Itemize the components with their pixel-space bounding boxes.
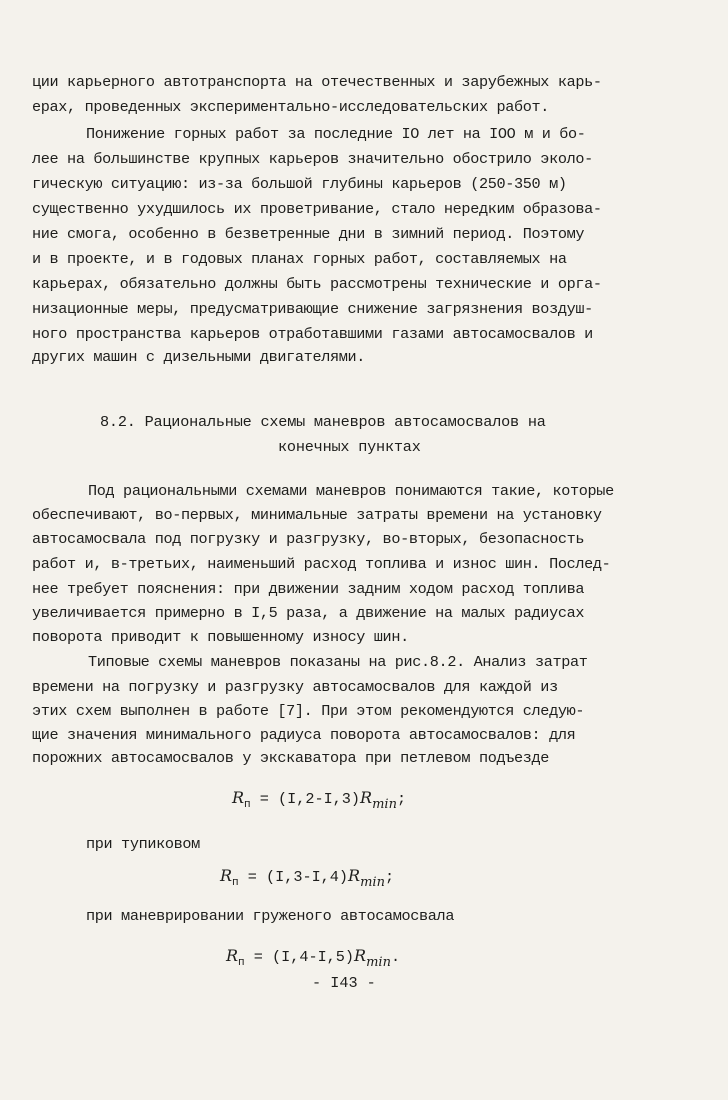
formula-expression: = (I,4-I,5): [244, 948, 355, 966]
section-heading: 8.2. Рациональные схемы маневров автосамосвалов на: [100, 413, 546, 431]
formula-subscript: п: [238, 957, 245, 969]
formula-tail: ;: [384, 868, 395, 886]
text-line: увеличивается примерно в I,5 раза, а движение на малых радиусах: [32, 604, 585, 622]
text-line: работ и, в-третьих, наименьший расход топлива и износ шин. Послед-: [32, 555, 611, 573]
text-line: ции карьерного автотранспорта на отечественных и зарубежных карь-: [32, 73, 602, 91]
formula: [226, 946, 400, 970]
formula-symbol: R: [220, 866, 233, 885]
text-line: карьерах, обязательно должны быть рассмотрены технические и орга-: [32, 275, 602, 293]
formula-rmin-subscript: min: [372, 797, 397, 812]
formula-subscript: п: [244, 799, 251, 811]
text-line: лее на большинстве крупных карьеров значительно обострило эколо-: [32, 150, 593, 168]
text-line: ерах, проведенных экспериментально-исследовательских работ.: [32, 98, 550, 116]
text-line: порожних автосамосвалов у экскаватора при петлевом подъезде: [32, 749, 550, 767]
formula-tail: .: [390, 948, 401, 966]
text-line: щие значения минимального радиуса поворота автосамосвалов: для: [32, 726, 576, 744]
text-line: существенно ухудшилось их проветривание, стало нередким образова-: [32, 200, 602, 218]
formula-symbol: R: [232, 788, 245, 807]
formula-rmin-subscript: min: [360, 875, 385, 890]
text-line: поворота приводит к повышенному износу шин.: [32, 628, 409, 646]
text-line: ного пространства карьеров отработавшими газами автосамосвалов и: [32, 325, 593, 343]
formula-rmin: R: [348, 866, 361, 885]
text-line: низационные меры, предусматривающие снижение загрязнения воздуш-: [32, 300, 593, 318]
text-line: этих схем выполнен в работе [7]. При этом рекомендуются следую-: [32, 702, 585, 720]
formula: [220, 866, 394, 890]
text-line: времени на погрузку и разгрузку автосамосвалов для каждой из: [32, 678, 558, 696]
text-line: и в проекте, и в годовых планах горных работ, составляемых на: [32, 250, 567, 268]
text-line: нее требует пояснения: при движении задним ходом расход топлива: [32, 580, 585, 598]
text-line: Понижение горных работ за последние IO лет на IOO м и бо-: [86, 125, 586, 143]
formula-rmin-subscript: min: [366, 955, 391, 970]
text-line: при маневрировании груженого автосамосвала: [86, 907, 455, 925]
section-heading: конечных пунктах: [278, 438, 421, 456]
text-line: Типовые схемы маневров показаны на рис.8.2. Анализ затрат: [88, 653, 588, 671]
formula-rmin: R: [360, 788, 373, 807]
text-line: ние смога, особенно в безветренные дни в зимний период. Поэтому: [32, 225, 585, 243]
page-number: - I43 -: [312, 974, 376, 992]
formula-rmin: R: [354, 946, 367, 965]
text-line: Под рациональными схемами маневров понимаются такие, которые: [88, 482, 614, 500]
formula-expression: = (I,2-I,3): [250, 790, 361, 808]
text-line: гическую ситуацию: из-за большой глубины карьеров (250-350 м): [32, 175, 567, 193]
text-line: при тупиковом: [86, 835, 200, 853]
formula-symbol: R: [226, 946, 239, 965]
text-line: автосамосвала под погрузку и разгрузку, во-вторых, безопасность: [32, 530, 585, 548]
formula: [232, 788, 406, 812]
text-line: обеспечивают, во-первых, минимальные затраты времени на установку: [32, 506, 602, 524]
formula-expression: = (I,3-I,4): [238, 868, 349, 886]
formula-tail: ;: [396, 790, 407, 808]
text-line: других машин с дизельными двигателями.: [32, 348, 366, 366]
formula-subscript: п: [232, 877, 239, 889]
